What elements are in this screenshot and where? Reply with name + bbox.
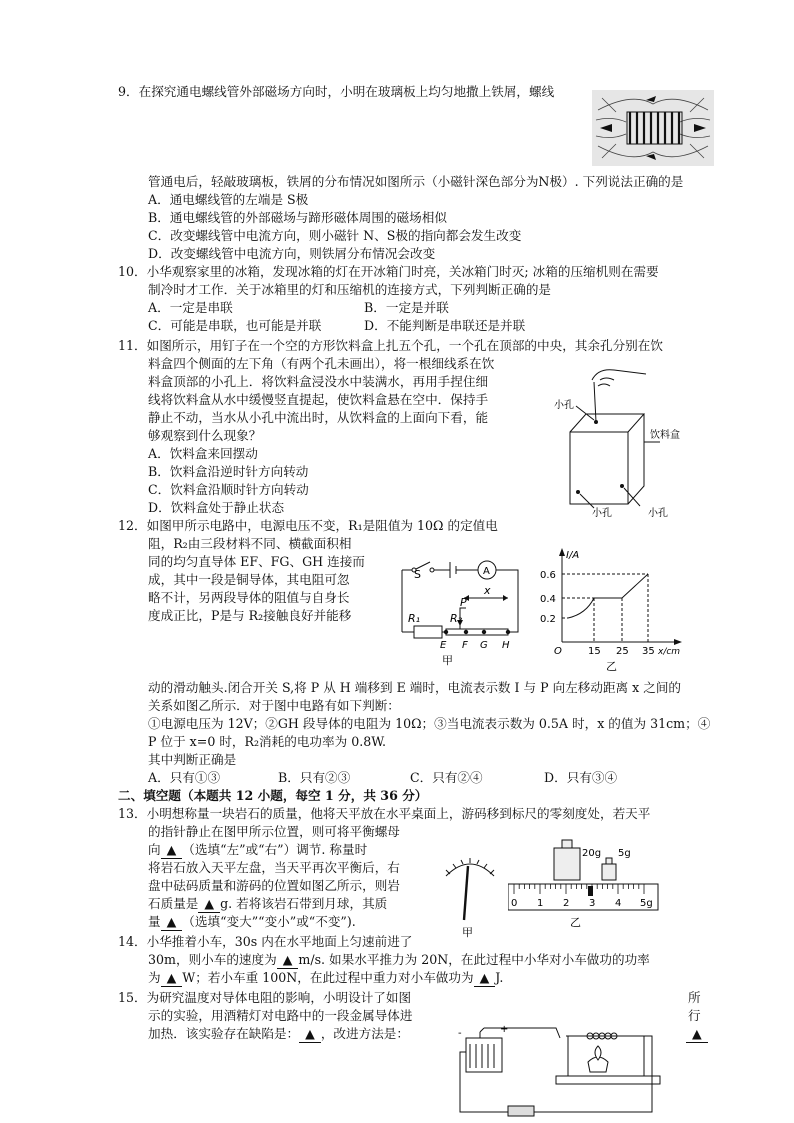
caption-balance-a: 甲	[462, 926, 473, 939]
q12-stem-line5: 略不计，另两段导体的阻值与自身长	[148, 590, 350, 605]
q15-right-char-2: 行	[688, 1008, 701, 1023]
q12-stem-line7: 动的滑动触头.闭合开关 S,将 P 从 H 端移到 E 端时，电流表示数 I 与 P 向左移动距离 x 之间的	[148, 680, 682, 695]
q12-option-b: B．只有②③	[278, 770, 351, 785]
drink-box-figure	[540, 362, 690, 522]
q12-option-c: C．只有②④	[410, 770, 483, 785]
q12-statement-4: P 位于 x=0 时，R₂消耗的电功率为 0.8W.	[148, 734, 386, 749]
q10-option-a: A．一定是串联	[148, 300, 233, 315]
q11-option-b: B．饮料盒沿逆时针方向转动	[148, 464, 309, 479]
q12-stem-line1: 12．如图甲所示电路中，电源电压不变，R₁是阻值为 10Ω 的定值电	[118, 518, 498, 533]
graph-origin: O	[554, 646, 562, 657]
q14-stem-line1: 14．小华推着小车，30s 内在水平地面上匀速前进了	[118, 934, 413, 949]
weights-rider-figure	[508, 834, 668, 932]
q14-blank-1[interactable]: ▲	[277, 952, 299, 969]
q13-stem-line4: 将岩石放入天平左盘，当天平再次平衡后，右	[148, 860, 400, 875]
label-switch-s: S	[414, 568, 421, 581]
q11-stem-line6: 够观察到什么现象？	[148, 428, 262, 443]
q13-blank-1[interactable]: ▲	[161, 842, 183, 859]
rule-tick-1: 1	[537, 898, 544, 909]
circuit-diagram-a	[384, 548, 534, 672]
caption-balance-b: 乙	[570, 916, 581, 929]
label-x: x	[484, 584, 491, 597]
label-drink-box: 饮料盒	[650, 430, 680, 441]
graph-y-tick-2: 0.4	[540, 594, 556, 605]
q12-stem-line2: 阻，R₂由三段材料不同、横截面积相	[148, 536, 352, 551]
rule-tick-0: 0	[511, 898, 518, 909]
q11-stem-line3: 料盒顶部的小孔上．将饮料盒浸没水中装满水，再用手捏住细	[148, 374, 489, 389]
label-r2: R₂	[450, 612, 463, 625]
label-r1: R₁	[408, 612, 421, 625]
label-g: G	[480, 640, 488, 651]
current-distance-graph	[538, 538, 688, 672]
weight-20g-label: 20g	[582, 848, 602, 859]
q9-option-b: B．通电螺线管的外部磁场与蹄形磁体周围的磁场相似	[148, 210, 447, 225]
q10-option-c: C．可能是串联，也可能是并联	[148, 318, 322, 333]
q13-stem-line6: 石质量是 ▲ g. 若将该岩石带到月球，其质	[148, 896, 388, 911]
label-h: H	[502, 640, 510, 651]
ammeter-symbol: A	[483, 566, 490, 577]
q11-stem-line2: 料盒四个侧面的左下角（有两个孔未画出），将一根细线系在饮	[148, 356, 495, 371]
rule-tick-4: 4	[615, 898, 622, 909]
section-2-heading: 二、填空题（本题共 12 小题，每空 1 分，共 36 分）	[118, 788, 428, 803]
q15-right-char-1: 所	[688, 990, 701, 1005]
q13-stem-line3: 向 ▲ （选填“左”或“右”）调节. 称量时	[148, 842, 368, 857]
q12-option-d: D．只有③④	[544, 770, 618, 785]
q15-stem-line1: 15．为研究温度对导体电阻的影响，小明设计了如图	[118, 990, 412, 1005]
q14-blank-3[interactable]: ▲	[474, 970, 496, 987]
label-hole-top: 小孔	[554, 400, 574, 411]
q9-option-c: C．改变螺线管中电流方向，则小磁针 N、S极的指向都会发生改变	[148, 228, 522, 243]
q13-stem-line7: 量 ▲ （选填“变大”“变小”或“不变”).	[148, 914, 356, 929]
q10-stem-line2: 制冷时才工作．关于冰箱里的灯和压缩机的连接方式，下列判断正确的是	[148, 282, 551, 297]
label-f: F	[462, 640, 468, 651]
q11-stem-line5: 静止不动，当水从小孔中流出时，从饮料盒的上面向下看，能	[148, 410, 489, 425]
q9-option-a: A．通电螺线管的左端是 S极	[148, 192, 309, 207]
solenoid-iron-filings-figure	[592, 90, 714, 166]
q10-option-b: B．一定是并联	[364, 300, 449, 315]
caption-b: 乙	[606, 660, 617, 672]
heating-conductor-figure	[456, 1022, 676, 1120]
q10-option-d: D．不能判断是串联还是并联	[364, 318, 526, 333]
graph-y-tick-3: 0.6	[540, 570, 556, 581]
q12-option-a: A．只有①③	[148, 770, 221, 785]
q11-stem-line4: 线将饮料盒从水中缓慢竖直提起，使饮料盒悬在空中．保持手	[148, 392, 489, 407]
q14-stem-line2: 30m，则小车的速度为 ▲ m/s. 如果水平推力为 20N，在此过程中小华对小车做功的功率	[148, 952, 650, 967]
graph-x-tick-1: 15	[588, 646, 601, 657]
q13-blank-3[interactable]: ▲	[161, 914, 183, 931]
q12-stem-line6: 度成正比，P是与 R₂接触良好并能移	[148, 608, 352, 623]
label-p: P	[460, 596, 467, 609]
q9-option-d: D．改变螺线管中电流方向，则铁屑分布情况会改变	[148, 246, 436, 261]
rule-tick-2: 2	[563, 898, 570, 909]
graph-x-tick-2: 25	[616, 646, 629, 657]
graph-y-tick-1: 0.2	[540, 614, 556, 625]
q12-stem-line4: 成，其中一段是铜导体，其电阻可忽	[148, 572, 350, 587]
graph-x-label: x/cm	[658, 647, 681, 657]
q15-stem-line2: 示的实验，用酒精灯对电路中的一段金属导体进	[148, 1008, 413, 1023]
q13-stem-line5: 盘中砝码质量和游码的位置如图乙所示，则岩	[148, 878, 400, 893]
q14-stem-line3: 为 ▲ W；若小车重 100N，在此过程中重力对小车做功为 ▲ J.	[148, 970, 504, 985]
q11-option-c: C．饮料盒沿顺时针方向转动	[148, 482, 309, 497]
q14-blank-2[interactable]: ▲	[161, 970, 183, 987]
q11-option-d: D．饮料盒处于静止状态	[148, 500, 285, 515]
q12-stem-line11: 其中判断正确是	[148, 752, 237, 767]
rule-tick-3: 3	[589, 898, 596, 909]
q9-stem-line2: 管通电后，轻敲玻璃板，铁屑的分布情况如图所示（小磁针深色部分为N极）. 下列说法正确的是	[148, 174, 684, 189]
q15-blank-1[interactable]: ▲	[299, 1026, 321, 1043]
caption-a: 甲	[442, 654, 453, 667]
graph-x-tick-3: 35	[642, 646, 655, 657]
q11-stem-line1: 11．如图所示，用钉子在一个空的方形饮料盒上扎五个孔，一个孔在顶部的中央，其余孔分别在饮	[118, 338, 663, 353]
q12-stem-line3: 同的均匀直导体 EF、FG、GH 连接而	[148, 554, 365, 569]
svg-text:-: -	[458, 1028, 462, 1039]
q13-blank-2[interactable]: ▲	[198, 896, 220, 913]
q11-option-a: A．饮料盒来回摆动	[148, 446, 258, 461]
q13-stem-line2: 的指针静止在图甲所示位置，则可将平衡螺母	[148, 824, 400, 839]
balance-pointer-figure	[440, 846, 500, 940]
graph-y-label: I/A	[566, 550, 580, 561]
q10-stem-line1: 10．小华观察家里的冰箱，发现冰箱的灯在开冰箱门时亮，关冰箱门时灭; 冰箱的压缩机则在需要	[118, 264, 659, 279]
q12-statements: ①电源电压为 12V；②GH 段导体的电阻为 10Ω；③当电流表示数为 0.5A 时，x 的值为 31cm；④	[148, 716, 711, 731]
q15-stem-line3: 加热．该实验存在缺陷是： ▲ ，改进方法是：	[148, 1026, 409, 1041]
rule-tick-5: 5g	[640, 898, 653, 909]
q15-blank-2[interactable]: ▲	[686, 1026, 708, 1043]
q9-stem-line1: 9．在探究通电螺线管外部磁场方向时，小明在玻璃板上均匀地撒上铁屑，螺线	[118, 84, 555, 99]
svg-text:+: +	[500, 1024, 509, 1035]
label-hole-right: 小孔	[648, 508, 668, 519]
q13-stem-line1: 13．小明想称量一块岩石的质量，他将天平放在水平桌面上，游码移到标尺的零刻度处，若天平	[118, 806, 651, 821]
weight-5g-label: 5g	[618, 848, 631, 859]
label-e: E	[440, 640, 447, 651]
q12-stem-line8: 关系如图乙所示．对于图中电路有如下判断：	[148, 698, 400, 713]
label-hole-left: 小孔	[592, 508, 612, 519]
